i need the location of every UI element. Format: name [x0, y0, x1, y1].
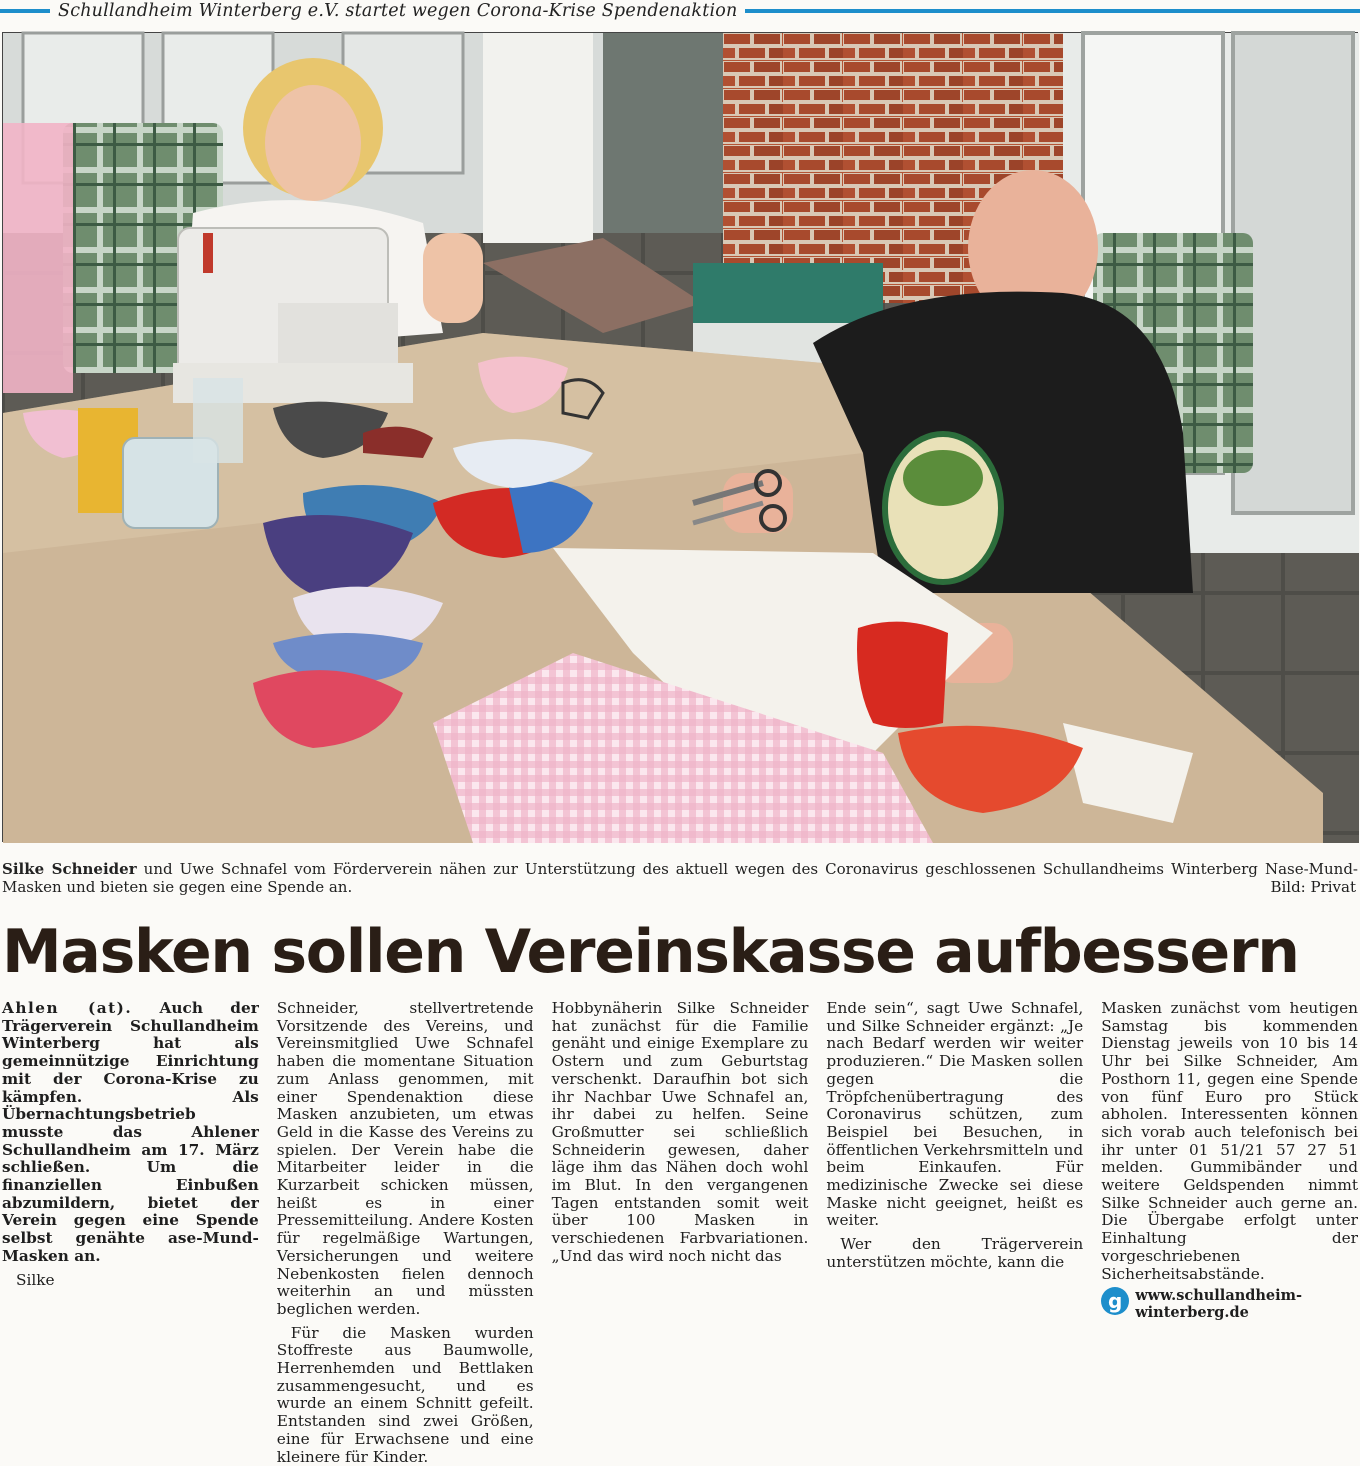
headline: Masken sollen Vereinskasse aufbessern — [2, 917, 1299, 987]
photo-credit: Bild: Privat — [1270, 878, 1356, 896]
paragraph-continued: Masken zunächst vom heutigen Samstag bis kommenden Dienstag jeweils von 10 bis 14 Uhr bei Silke Schneider, Am Posthorn 11, gegen eine Spende von fünf Euro pro Stück abholen. Interessenten können sich vorab auch telefonisch bei ihr unter 01 51/21 57 27 51 melden. Gummibänder und weitere Geldspenden nimmt Silke Schneider auch gerne an. Die Übergabe erfolgt unter Einhaltung der vorgeschriebenen Sicherheitsabstände. — [1101, 999, 1358, 1283]
article-photo — [2, 32, 1358, 842]
kicker: Schullandheim Winterberg e.V. startet wegen Corona-Krise Spendenaktion — [58, 1, 738, 21]
paragraph-continued: Schneider, stellvertretende Vorsitzende des Vereins, und Vereinsmitglied Uwe Schnafel haben die momentane Situation zum Anlass genommen, mit einer Spendenaktion diese Masken anzubieten, um etwas Geld in die Kasse des Vereins zu spielen. Der Verein habe die Mitarbeiter leider in die Kurzarbeit schicken müssen, heißt es in einer Pressemitteilung. Andere Kosten für regelmäßige Wartungen, Versicherungen und weitere Nebenkosten fielen dennoch weiterhin an und müssten beglichen werden. — [276, 999, 534, 1318]
caption-name: Silke Schneider — [2, 860, 137, 878]
kicker-rule-left — [0, 9, 50, 13]
article-column-5 — [1101, 1000, 1358, 1466]
article-column-1 — [2, 1000, 259, 1466]
paragraph-4: Wer den Trägerverein unterstützen möchte, kann die — [826, 1235, 1084, 1271]
paragraph-3: Hobbynäherin Silke Schneider hat zunächst für die Familie genäht und einige Exemplare zu Ostern und zum Geburtstag verschenkt. Daraufhin bot sich ihr Nachbar Uwe Schnafel an, ihr dabei zu helfen. Seine Großmutter sei schließlich Schneiderin gewesen, daher läge ihm das Nähen doch wohl im Blut. In den vergangenen Tagen entstanden somit weit über 100 Masken in verschiedenen Farbvariationen. „Und das wird noch nicht das — [551, 999, 809, 1265]
website-link[interactable]: www.schullandheim-winterberg.de — [1135, 1287, 1303, 1322]
paragraph-1: Silke — [16, 1270, 55, 1289]
lead-paragraph — [2, 1000, 259, 1266]
kicker-row — [0, 0, 1360, 22]
article-column-3 — [552, 1000, 809, 1466]
photo-illustration — [3, 33, 1359, 843]
article-column-4 — [826, 1000, 1083, 1466]
web-logo-icon: g — [1101, 1287, 1129, 1315]
paragraph-2: Für die Masken wurden Stoffreste aus Baumwolle, Herrenhemden und Bettlaken zusammengesucht, und es wurde an einem Schnitt gefeilt. Entstanden sind zwei Größen, eine für Erwachsene und eine kleinere für Kinder. — [276, 1323, 534, 1466]
lead-text: Auch der Trägerverein Schullandheim Winterberg hat als gemeinnützige Einrichtung mit der Corona-Krise zu kämpfen. Als Übernachtungsbetrieb musste das Ahlener Schullandheim am 17. März schließen. Um die finanziellen Einbußen abzumildern, bietet der Verein gegen eine Spende selbst genähte ase-Mund-Masken an. — [2, 999, 259, 1265]
article-column-2 — [277, 1000, 534, 1466]
caption-text: und Uwe Schnafel vom Förderverein nähen zur Unterstützung des aktuell wegen des Coronavirus geschlossenen Schullandheims Winterberg Nase-Mund-Masken und bieten sie gegen eine Spende an. — [2, 860, 1359, 896]
dateline: Ahlen (at). — [2, 999, 133, 1017]
kicker-rule-right — [745, 9, 1360, 13]
website-line[interactable] — [1101, 1287, 1358, 1321]
paragraph-continued: Ende sein“, sagt Uwe Schnafel, und Silke Schneider ergänzt: „Je nach Bedarf werden wir weiter produzieren.“ Die Masken sollen gegen die Tröpfchenübertragung des Coronavirus schützen, zum Beispiel bei Besuchen, in öffentlichen Verkehrsmitteln und beim Einkaufen. Für medizinische Zwecke sei diese Maske nicht geeignet, heißt es weiter. — [826, 999, 1084, 1230]
photo-caption — [2, 860, 1358, 896]
article-body — [2, 999, 1358, 1466]
